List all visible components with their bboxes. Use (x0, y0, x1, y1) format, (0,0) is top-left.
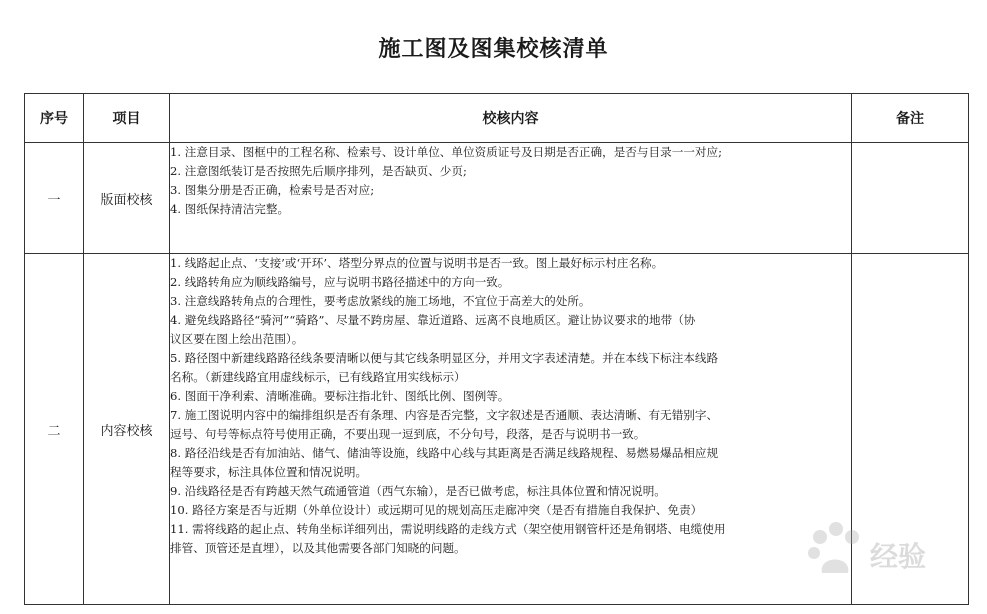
content-line: 2. 线路转角应为顺线路编号，应与说明书路径描述中的方向一致。 (170, 275, 510, 289)
content-line: 名称。（新建线路宜用虚线标示，已有线路宜用实线标示） (170, 370, 466, 384)
header-item: 项目 (84, 94, 170, 143)
content-line: 程等要求，标注具体位置和情况说明。 (170, 465, 368, 479)
content-line: 2. 注意图纸装订是否按照先后顺序排列，是否缺页、少页; (170, 164, 467, 178)
content-line: 5. 路径图中新建线路路径线条要清晰以便与其它线条明显区分，并用文字表述清楚。并在本线下标注本线路 (170, 351, 719, 365)
content-line: 11. 需将线路的起止点、转角坐标详细列出，需说明线路的走线方式（架空使用钢管杆还是角钢塔、电缆使用 (170, 522, 726, 536)
content-line: 4. 图纸保持清洁完整。 (170, 202, 290, 216)
row-number: 二 (25, 254, 84, 605)
row-content (170, 254, 852, 605)
table-header-row (25, 94, 969, 143)
table-row (25, 254, 969, 605)
watermark-text: 经验 (870, 540, 927, 573)
check-table (24, 93, 969, 605)
row-item: 内容校核 (84, 254, 170, 605)
row-number: 一 (25, 143, 84, 254)
content-line: 4. 避免线路路径“骑河”“骑路”、尽量不跨房屋、靠近道路、远离不良地质区。避让协议要求的地带（协 (170, 313, 696, 327)
document-title: 施工图及图集校核清单 (378, 37, 609, 62)
row-item: 版面校核 (84, 143, 170, 254)
content-line: 1. 线路起止点、‘支接’或‘开环’、塔型分界点的位置与说明书是否一致。图上最好标示村庄名称。 (170, 256, 664, 270)
content-line: 10. 路径方案是否与近期（外单位设计）或远期可见的规划高压走廊冲突（是否有措施自我保护、免责） (170, 503, 703, 517)
content-line: 8. 路径沿线是否有加油站、储气、储油等设施，线路中心线与其距离是否满足线路规程、易燃易爆品相应规 (170, 446, 719, 460)
row-content (170, 143, 852, 254)
content-line: 3. 注意线路转角点的合理性，要考虑放紧线的施工场地，不宜位于高差大的处所。 (170, 294, 591, 308)
table-row (25, 143, 969, 254)
header-num: 序号 (25, 94, 84, 143)
content-line: 排管、顶管还是直埋），以及其他需要各部门知晓的问题。 (170, 541, 466, 555)
content-line: 9. 沿线路径是否有跨越天然气疏通管道（西气东输），是否已做考虑，标注具体位置和情况说明。 (170, 484, 666, 498)
content-line: 3. 图集分册是否正确，检索号是否对应; (170, 183, 375, 197)
row-remark (852, 143, 969, 254)
header-content: 校核内容 (170, 94, 852, 143)
header-remark: 备注 (852, 94, 969, 143)
row-remark (852, 254, 969, 605)
content-line: 6. 图面干净利索、清晰准确。要标注指北针、图纸比例、图例等。 (170, 389, 510, 403)
content-line: 7. 施工图说明内容中的编排组织是否有条理、内容是否完整，文字叙述是否通顺、表达清晰、有无错别字、 (170, 408, 719, 422)
content-line: 1. 注意目录、图框中的工程名称、检索号、设计单位、单位资质证号及日期是否正确，是否与目录一一对应; (170, 145, 722, 159)
content-line: 议区要在图上绘出范围）。 (170, 332, 304, 346)
content-line: 逗号、句号等标点符号使用正确，不要出现一逗到底，不分句号，段落，是否与说明书一致。 (170, 427, 646, 441)
